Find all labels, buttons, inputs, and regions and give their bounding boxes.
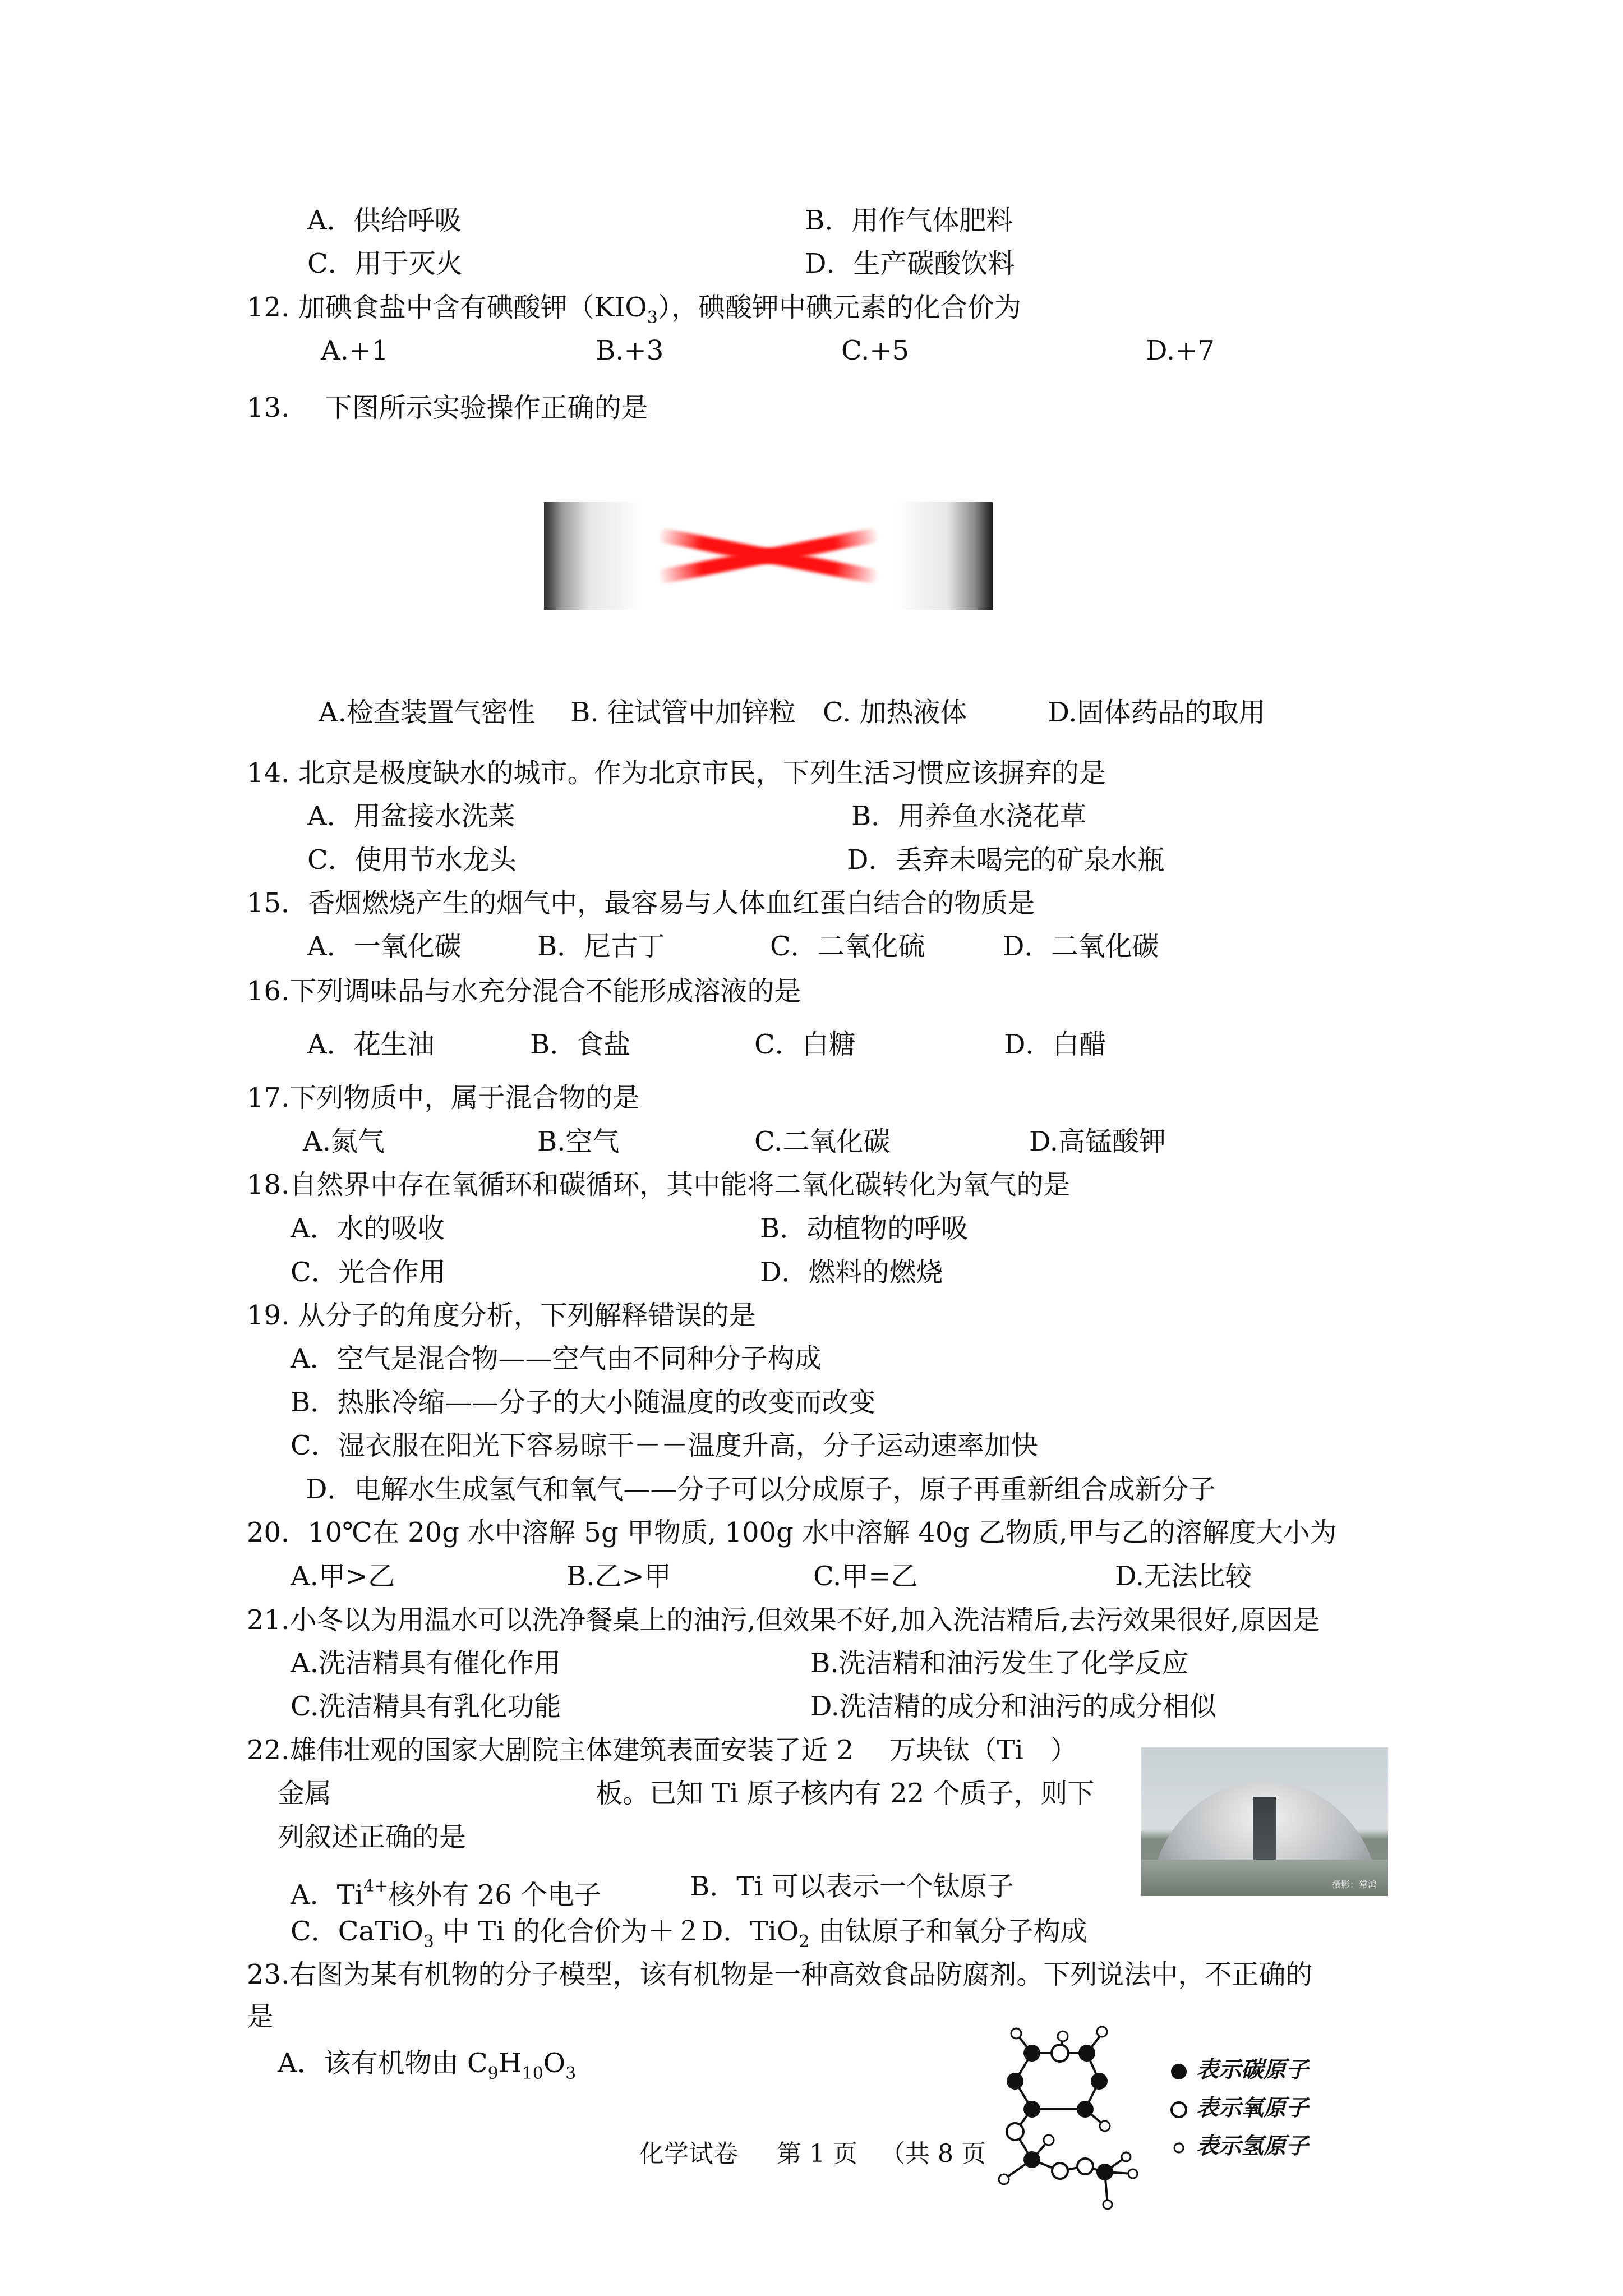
q22-stem-line2a: 金属 xyxy=(278,1778,332,1809)
q14-stem: 14. 北京是极度缺水的城市。作为北京市民，下列生活习惯应该摒弃的是 xyxy=(247,757,1106,789)
q17-option-a: A.氮气 xyxy=(303,1126,385,1157)
q23-stem-line2: 是 xyxy=(247,2001,274,2032)
legend-carbon: 表示碳原子 xyxy=(1169,2056,1308,2084)
q23-stem-line1: 23.右图为某有机物的分子模型，该有机物是一种高效食品防腐剂。下列说法中，不正确的 xyxy=(247,1959,1313,1990)
q20-option-d: D.无法比较 xyxy=(1115,1561,1252,1592)
q19-stem: 19. 从分子的角度分析，下列解释错误的是 xyxy=(247,1300,756,1331)
q12-option-b: B.+3 xyxy=(596,335,664,366)
q15-option-b: B．尼古丁 xyxy=(537,931,665,962)
q22-option-b: B．Ti 可以表示一个钛原子 xyxy=(690,1871,1014,1902)
footer-subject: 化学试卷 xyxy=(639,2139,738,2168)
q22-option-c-d: C．CaTiO$_3$ 中 Ti 的化合价为＋２D．TiO$_2$ 由钛原子和氧分子构成 xyxy=(291,1916,1087,1952)
q23-option-a: A．该有机物由 $C_9H_{10}O_3$ xyxy=(278,2047,577,2083)
broken-image-placeholder xyxy=(544,502,993,610)
q21-option-a: A.洗洁精具有催化作用 xyxy=(291,1648,561,1679)
q19-option-b: B．热胀冷缩——分子的大小随温度的改变而改变 xyxy=(291,1387,876,1418)
q11-option-b: B．用作气体肥料 xyxy=(805,205,1013,236)
national-theatre-photo xyxy=(1141,1747,1388,1896)
q11-option-a: A．供给呼吸 xyxy=(307,205,462,236)
q17-stem: 17.下列物质中，属于混合物的是 xyxy=(247,1082,640,1114)
hydrogen-atom-icon xyxy=(1169,2138,1188,2157)
q18-stem: 18.自然界中存在氧循环和碳循环，其中能将二氧化碳转化为氧气的是 xyxy=(247,1169,1071,1200)
q20-option-a: A.甲>乙 xyxy=(291,1561,395,1592)
q21-option-c: C.洗洁精具有乳化功能 xyxy=(291,1691,561,1722)
q16-stem: 16.下列调味品与水充分混合不能形成溶液的是 xyxy=(247,976,801,1007)
q16-option-a: A．花生油 xyxy=(307,1029,435,1060)
q13-options: A.检查装置气密性 B. 往试管中加锌粒 C. 加热液体 D.固体药品的取用 xyxy=(319,697,1266,728)
q22-stem-line1: 22.雄伟壮观的国家大剧院主体建筑表面安装了近 2 万块钛（Ti ） xyxy=(247,1734,1077,1766)
q12-option-c: C.+5 xyxy=(841,335,910,366)
legend-hydrogen: 表示氢原子 xyxy=(1169,2132,1308,2160)
q15-option-d: D．二氧化碳 xyxy=(1003,931,1159,962)
q12-stem: 12. 加碘食盐中含有碘酸钾$(KIO_3)$，碘酸钾中碘元素的化合价为 xyxy=(247,292,1021,328)
q18-option-a: A．水的吸收 xyxy=(291,1213,445,1244)
q22-stem-line2b: 板。已知 Ti 原子核内有 22 个质子，则下 xyxy=(596,1778,1095,1809)
q14-option-c: C．使用节水龙头 xyxy=(307,844,517,876)
q14-option-d: D．丢弃未喝完的矿泉水瓶 xyxy=(847,844,1165,876)
footer-page: 第 1 页 xyxy=(777,2139,857,2168)
q18-option-c: C．光合作用 xyxy=(291,1257,446,1288)
q16-option-c: C．白糖 xyxy=(754,1029,856,1060)
carbon-atom-icon xyxy=(1169,2062,1188,2081)
theatre-water xyxy=(1141,1860,1388,1896)
q15-stem: 15．香烟燃烧产生的烟气中，最容易与人体血红蛋白结合的物质是 xyxy=(247,887,1035,919)
q17-option-c: C.二氧化碳 xyxy=(754,1126,891,1157)
legend-oxygen: 表示氧原子 xyxy=(1169,2094,1308,2122)
q15-option-a: A．一氧化碳 xyxy=(307,931,462,962)
molecule-model-diagram xyxy=(970,2019,1150,2210)
q22-stem-line3: 列叙述正确的是 xyxy=(278,1821,467,1853)
photo-caption: 摄影：常鸿 xyxy=(1332,1879,1377,1890)
q21-stem: 21.小冬以为用温水可以洗净餐桌上的油污,但效果不好,加入洗洁精后,去污效果很好,原因是 xyxy=(247,1604,1320,1636)
q16-option-b: B．食盐 xyxy=(530,1029,631,1060)
q12-option-d: D.+7 xyxy=(1146,335,1215,366)
q19-option-c: C．湿衣服在阳光下容易晾干－－温度升高，分子运动速率加快 xyxy=(291,1430,1038,1461)
q19-option-d: D．电解水生成氢气和氧气——分子可以分成原子，原子再重新组合成新分子 xyxy=(306,1474,1216,1505)
q16-option-d: D．白醋 xyxy=(1004,1029,1106,1060)
q18-option-b: B．动植物的呼吸 xyxy=(760,1213,969,1244)
footer-total: （共 8 页 xyxy=(880,2139,986,2168)
q20-option-b: B.乙>甲 xyxy=(566,1561,671,1592)
oxygen-atom-icon xyxy=(1169,2100,1188,2119)
q13-stem: 13. 下图所示实验操作正确的是 xyxy=(247,392,648,424)
q20-stem: 20．10℃在 20g 水中溶解 5g 甲物质, 100g 水中溶解 40g 乙物质,甲与乙的溶解度大小为 xyxy=(247,1517,1337,1548)
q18-option-d: D．燃料的燃烧 xyxy=(760,1257,943,1288)
q14-option-a: A．用盆接水洗菜 xyxy=(307,800,515,832)
q19-option-a: A．空气是混合物——空气由不同种分子构成 xyxy=(291,1343,822,1374)
q21-option-b: B.洗洁精和油污发生了化学反应 xyxy=(810,1648,1189,1679)
q20-option-c: C.甲=乙 xyxy=(813,1561,918,1592)
q21-option-d: D.洗洁精的成分和油污的成分相似 xyxy=(810,1691,1217,1722)
q15-option-c: C．二氧化硫 xyxy=(770,931,925,962)
q22-option-a: A．$Ti^{4+}$核外有 26 个电子 xyxy=(291,1876,601,1911)
q11-option-c: C．用于灭火 xyxy=(307,248,463,279)
q17-option-d: D.高锰酸钾 xyxy=(1029,1126,1166,1157)
q12-option-a: A.+1 xyxy=(321,335,389,366)
q17-option-b: B.空气 xyxy=(537,1126,620,1157)
q11-option-d: D．生产碳酸饮料 xyxy=(805,248,1015,279)
q14-option-b: B．用养鱼水浇花草 xyxy=(851,800,1087,832)
